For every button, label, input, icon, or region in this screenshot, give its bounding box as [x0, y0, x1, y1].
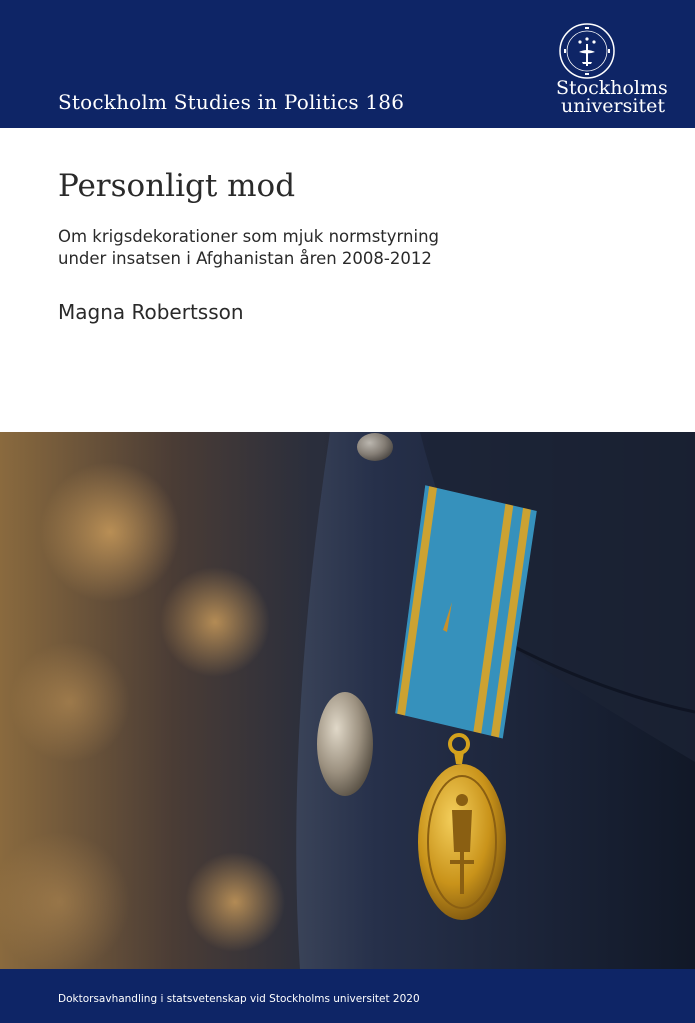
series-title: Stockholm Studies in Politics 186 [58, 90, 405, 114]
logo-text-stockholms: Stockholms [556, 77, 668, 99]
footer-text: Doktorsavhandling i statsvetenskap vid Stockholms universitet 2020 [58, 993, 420, 1005]
logo-text-universitet: universitet [561, 95, 665, 117]
university-seal-icon [558, 22, 616, 80]
header-bar [0, 0, 695, 128]
book-title: Personligt mod [58, 168, 296, 204]
cover-photo-medal [0, 432, 695, 970]
footer-bar [0, 969, 695, 1023]
book-subtitle [58, 226, 478, 270]
university-logo [556, 22, 676, 118]
subtitle-line-1: Om krigsdekorationer som mjuk normstyrning [58, 227, 440, 246]
author-name: Magna Robertsson [58, 300, 244, 324]
subtitle-line-2: under insatsen i Afghanistan åren 2008-2012 [58, 249, 432, 268]
